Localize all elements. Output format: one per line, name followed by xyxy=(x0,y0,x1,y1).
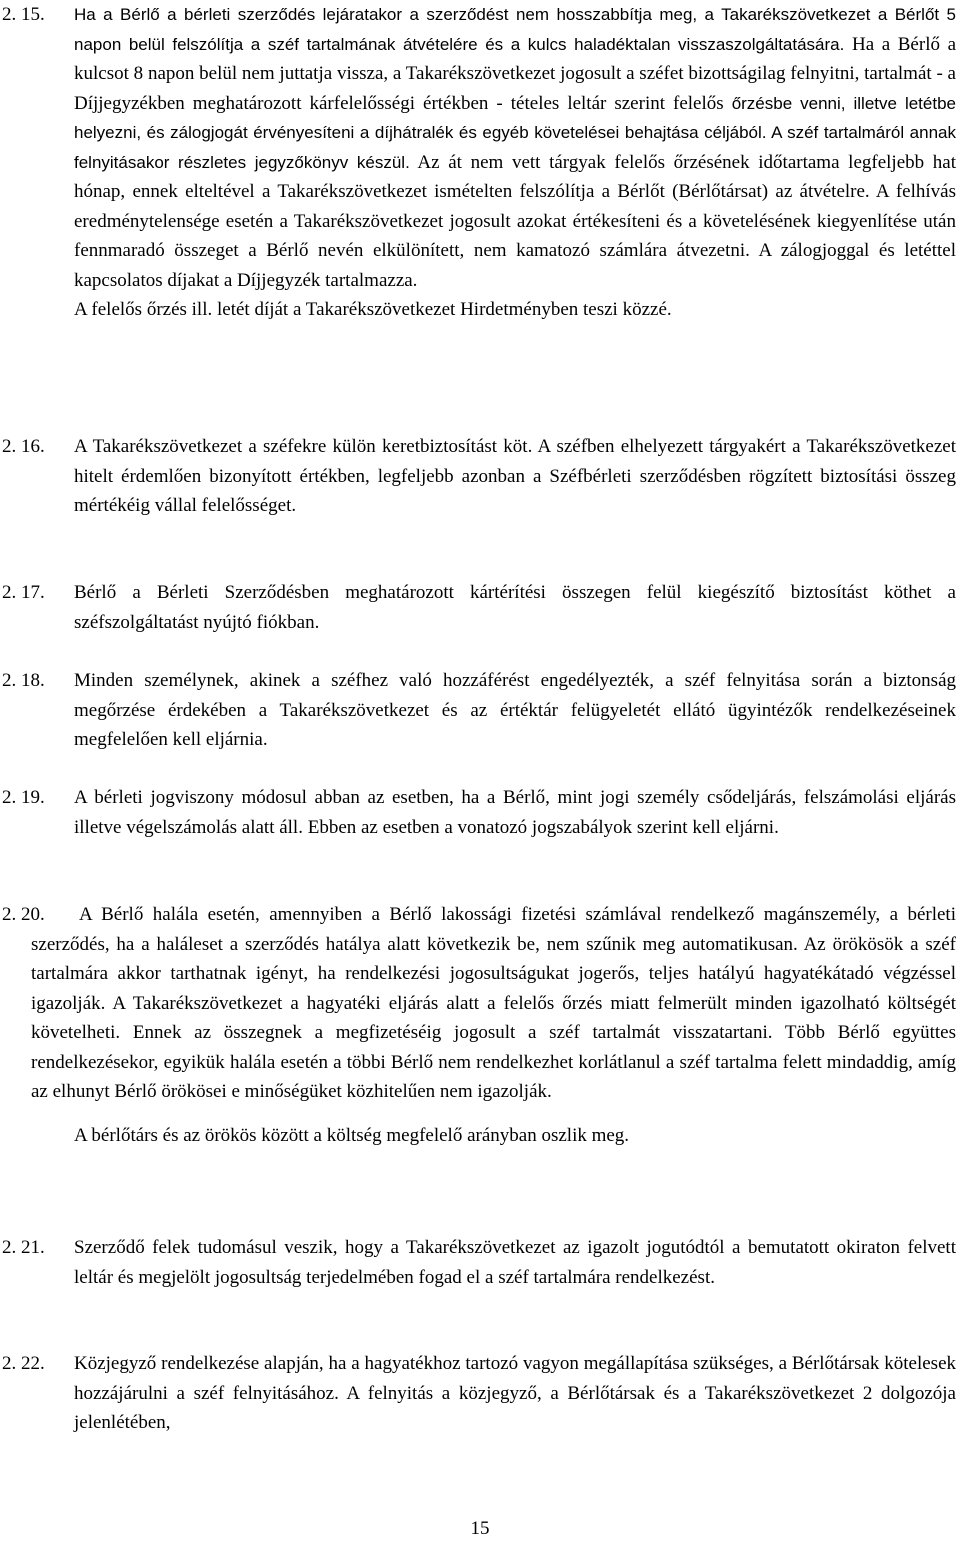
section-number: 2. 16. xyxy=(2,436,45,457)
section-text: Közjegyző rendelkezése alapján, ha a hagyatékhoz tartozó vagyon megállapítása szükséges, a Bérlőtársak kötelesek hozzájárulni a széf felnyitásához. A felnyitás a közjegyző, a Bérlőtársak és a Takarékszövetkezet 2 dolgozója jelenlétében, xyxy=(74,1353,956,1433)
section-text-part: őrzésbe venni, illetve letétbe helyezni, és zálogjogát érvényesíteni a díjhátralék és egyéb követelései behajtása céljából. A széf tartalmáról annak felnyitásakor részletes jegyzőkönyv készül. xyxy=(74,93,956,172)
section-text: Bérlő a Bérleti Szerződésben meghatározott kártérítési összegen felül kiegészítő biztosítást köthet a széfszolgáltatást nyújtó fiókban. xyxy=(74,582,956,633)
section-text: Szerződő felek tudomásul veszik, hogy a Takarékszövetkezet az igazolt jogutódtól a bemutatott okiraton felvett leltár és megjelölt jogosultság terjedelmében fogad el a széf tartalmára rendelkezést. xyxy=(74,1237,956,1288)
page-number: 15 xyxy=(470,1518,490,1539)
section-number: 2. 17. xyxy=(2,582,45,603)
section-number: 2. 15. xyxy=(2,4,45,25)
section-closing-line: A felelős őrzés ill. letét díját a Takarékszövetkezet Hirdetményben teszi közzé. xyxy=(74,299,672,320)
section-number: 2. 18. xyxy=(2,670,45,691)
section-number: 2. 19. xyxy=(2,787,45,808)
section-text xyxy=(74,0,956,325)
section-text: Minden személynek, akinek a széfhez való hozzáférést engedélyezték, a széf felnyitása során a biztonság megőrzése érdekében a Takarékszövetkezet és az értéktár felügyeletét ellátó ügyintézők rendelkezéseinek megfelelően kell eljárnia. xyxy=(74,670,956,750)
section-number: 2. 22. xyxy=(2,1353,45,1374)
section-text-part: Az át nem vett tárgyak felelős őrzésének időtartama legfeljebb hat hónap, ennek elteltével a Takarékszövetkezet ismételten felszólítja a Bérlőt (Bérlőtársat) az átvételre. A felhívás eredménytelensége esetén a Takarékszövetkezet jogosult azokat értékesíteni és a követelésének kiegyenlítése után fennmaradó összeget a Bérlő nevén elkülönített, nem kamatozó számlára átvezetni. A zálogjoggal és letéttel kapcsolatos díjakat a Díjjegyzék tartalmazza. xyxy=(74,151,956,291)
section-lead-text: Ha a Bérlő a bérleti szerződés lejáratakor a szerződést nem hosszabbítja meg, a Takarékszövetkezet a Bérlőt 5 napon belül felszólítja a széf tartalmának átvételére és a kulcs haladéktalan visszaszolgáltatására. xyxy=(74,5,956,54)
section-note: A bérlőtárs és az örökös között a költség megfelelő arányban oszlik meg. xyxy=(74,1124,630,1146)
section-number: 2. 21. xyxy=(2,1237,45,1258)
section-text: A Takarékszövetkezet a széfekre külön keretbiztosítást köt. A széfben elhelyezett tárgyakért a Takarékszövetkezet hitelt érdemlően bizonyított értékben, legfeljebb azonban a Széfbérleti szerződésben rögzített biztosítási összeg mértékéig vállal felelősséget. xyxy=(74,436,956,516)
section-text: A bérleti jogviszony módosul abban az esetben, ha a Bérlő, mint jogi személy csődeljárás, felszámolási eljárás illetve végelszámolás alatt áll. Ebben az esetben a vonatozó jogszabályok szerint kell eljárni. xyxy=(74,787,956,838)
section-text-part: Ha a Bérlő a kulcsot 8 napon belül nem juttatja vissza, a Takarékszövetkezet jogosult a széfet bizottságilag felnyitni, tartalmát - a Díjjegyzékben meghatározott kárfelelősségi értékben - tételes leltár szerint felelős xyxy=(74,33,957,114)
section-main-text: A Bérlő halála esetén, amennyiben a Bérlő lakossági fizetési számlával rendelkező magánszemély, a bérleti szerződés, ha a haláleset a szerződés hatálya alatt következik be, nem szűnik meg automatikusan. Az örökösök a széf tartalmára akkor tarthatnak igényt, ha rendelkezési jogosultságukat jogerős, teljes hatályú hagyatékátadó végzéssel igazolják. A Takarékszövetkezet a hagyatéki eljárás alatt a felelős őrzés miatt felmerült minden igazolható költségét követelheti. Ennek az összegnek a megfizetéséig jogosult a széf tartalmát visszatartani. Több Bérlő együttes rendelkezésekor, egyikük halála esetén a többi Bérlő nem rendelkezhet korlátlanul a széf tartalma felett mindaddig, amíg az elhunyt Bérlő örökösei e minőségüket közhitelűen nem igazolják. xyxy=(31,904,956,1102)
section-number: 2. 20. xyxy=(2,904,45,925)
section-text xyxy=(31,900,956,1150)
